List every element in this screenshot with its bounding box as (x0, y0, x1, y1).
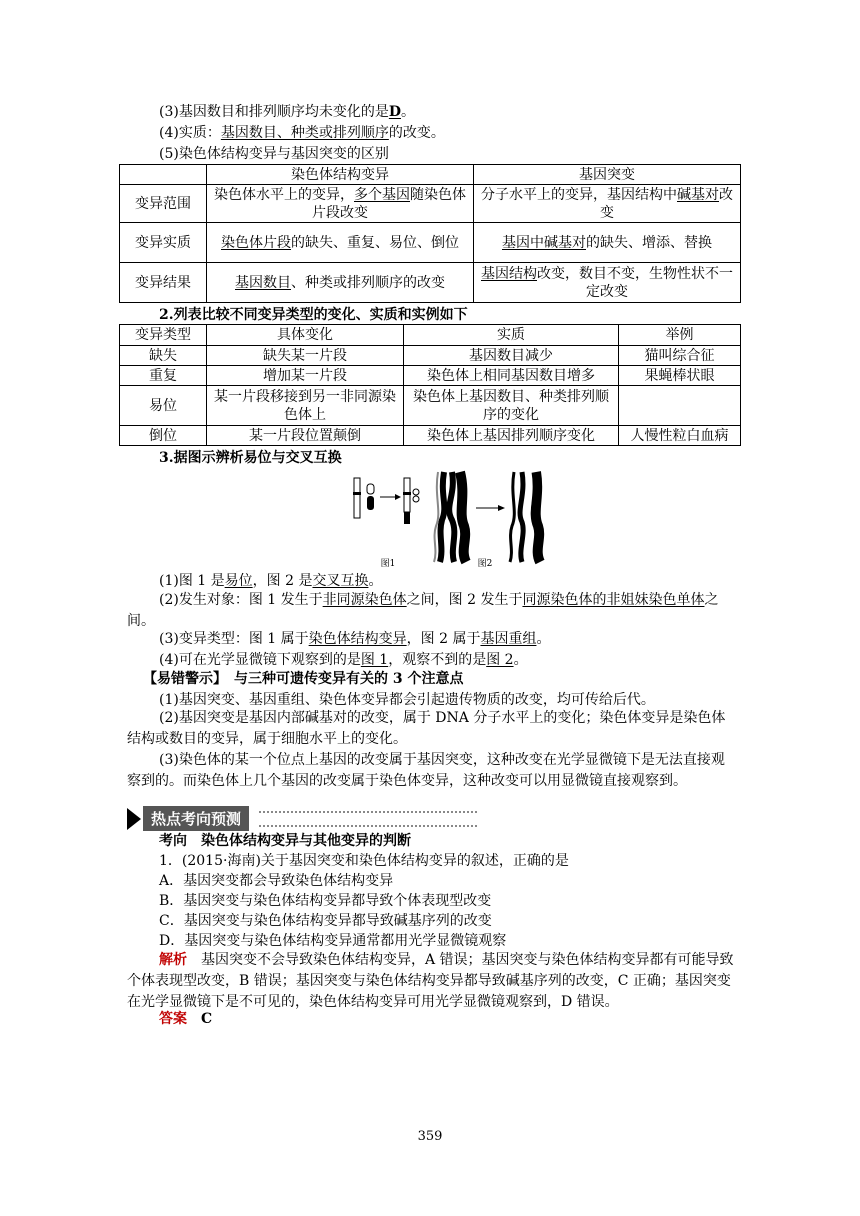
figure-1-translocation (353, 478, 419, 524)
item-5: (5)染色体结构变异与基因突变的区别 (159, 146, 389, 162)
question-stem: 1．(2015·海南)关于基因突变和染色体结构变异的叙述，正确的是 (159, 853, 569, 869)
point-4: (4)可在光学显微镜下观察到的是图 1，观察不到的是图 2。 (159, 652, 528, 668)
chromosome-figure (340, 466, 560, 572)
section-3-title: 3.据图示辨析易位与交叉互换 (159, 450, 342, 466)
item-3: (3)基因数目和排列顺序均未变化的是D。 (159, 104, 415, 120)
answer (159, 1010, 212, 1028)
figure-2-crossing-over (434, 472, 540, 562)
table2-row: 倒位 某一片段位置颠倒 染色体上基因排列顺序变化 人慢性粒白血病 (120, 426, 741, 446)
analysis: 解析 基因突变不会导致染色体结构变异，A 错误；基因突变与染色体结构变异都有可能导致个体表现型改变，B 错误；基因突变与染色体结构变异都导致碱基序列的改变，C 正确；基因突变在光学显微镜下是不可见的，染色体结构变异可用光学显微镜观察到，D 错误。 (127, 952, 734, 1010)
answer-value: C (201, 1011, 213, 1027)
chevron-right-icon (127, 808, 141, 830)
point-1: (1)图 1 是易位，图 2 是交叉互换。 (159, 573, 383, 589)
point-3: (3)变异类型：图 1 属于染色体结构变异，图 2 属于基因重组。 (159, 631, 551, 647)
table1-header-mutation: 基因突变 (474, 165, 741, 185)
option-d: D．基因突变与染色体结构变异通常都用光学显微镜观察 (159, 933, 507, 949)
figure-1-label: 图1 (380, 559, 396, 569)
section-2-title: 2.列表比较不同变异类型的变化、实质和实例如下 (159, 307, 468, 323)
warning-1: (1)基因突变、基因重组、染色体变异都会引起遗传物质的改变，均可传给后代。 (159, 692, 655, 708)
table1-row: 变异实质 染色体片段的缺失、重复、易位、倒位 基因中碱基对的缺失、增添、替换 (120, 223, 741, 263)
table1-header-blank (120, 165, 207, 185)
warning-title: 【易错警示】 与三种可遗传变异有关的 3 个注意点 (143, 671, 464, 687)
option-a: A．基因突变都会导致染色体结构变异 (159, 873, 394, 889)
table1-row: 变异结果 基因数目、种类或排列顺序的改变 基因结构改变，数目不变，生物性状不一定改变 (120, 263, 741, 303)
item-4-answer: 基因数目、种类或排列顺序 (220, 125, 389, 141)
dotted-divider (259, 811, 477, 827)
hot-topic-label: 热点考向预测 (143, 806, 249, 831)
analysis-label: 解析 (159, 952, 187, 968)
warning-3: (3)染色体的某一个位点上基因的改变属于基因突变，这种改变在光学显微镜下是无法直接观察到的。而染色体上几个基因的改变属于染色体变异，这种改变可以用显微镜直接观察到。 (127, 752, 725, 789)
point-2: (2)发生对象：图 1 发生于非同源染色体之间，图 2 发生于同源染色体的非姐妹染色单体之间。 (127, 592, 719, 629)
table1-row: 变异范围 染色体水平上的变异，多个基因随染色体片段改变 分子水平上的变异，基因结构中碱基对改变 (120, 185, 741, 223)
option-b: B．基因突变与染色体结构变异都导致个体表现型改变 (159, 893, 492, 909)
table2-row: 易位 某一片段移接到另一非同源染色体上 染色体上基因数目、种类排列顺序的变化 (120, 386, 741, 426)
comparison-table-1 (119, 164, 741, 303)
hot-topic-banner (127, 806, 477, 831)
warning-2: (2)基因突变是基因内部碱基对的改变，属于 DNA 分子水平上的变化；染色体变异是染色体结构或数目的变异，属于细胞水平上的变化。 (127, 710, 726, 747)
option-c: C．基因突变与染色体结构变异都导致碱基序列的改变 (159, 913, 492, 929)
figure-2-label: 图2 (477, 559, 493, 569)
comparison-table-2: 变异类型 具体变化 实质 举例 缺失 缺失某一片段 基因数目减少 猫叫综合征 重复 增加某一片段 染色体上相同基因数目增多 果蝇棒状眼 易位 某一片段移接到另一非同源染色体上 染色体上基因数目、种类排列顺序的变化 倒位 某一片段位置颠倒 染色体上基因排列顺序变化 人慢性粒白血病 (119, 324, 741, 446)
question-topic: 考向 染色体结构变异与其他变异的判断 (159, 833, 411, 849)
table2-row: 重复 增加某一片段 染色体上相同基因数目增多 果蝇棒状眼 (120, 366, 741, 386)
table2-row: 缺失 缺失某一片段 基因数目减少 猫叫综合征 (120, 346, 741, 366)
item-3-answer: D (388, 104, 401, 120)
answer-label: 答案 (159, 1011, 187, 1027)
table1-header-structure: 染色体结构变异 (207, 165, 474, 185)
item-4: (4)实质：基因数目、种类或排列顺序的改变。 (159, 125, 445, 141)
page-number: 359 (417, 1129, 443, 1144)
